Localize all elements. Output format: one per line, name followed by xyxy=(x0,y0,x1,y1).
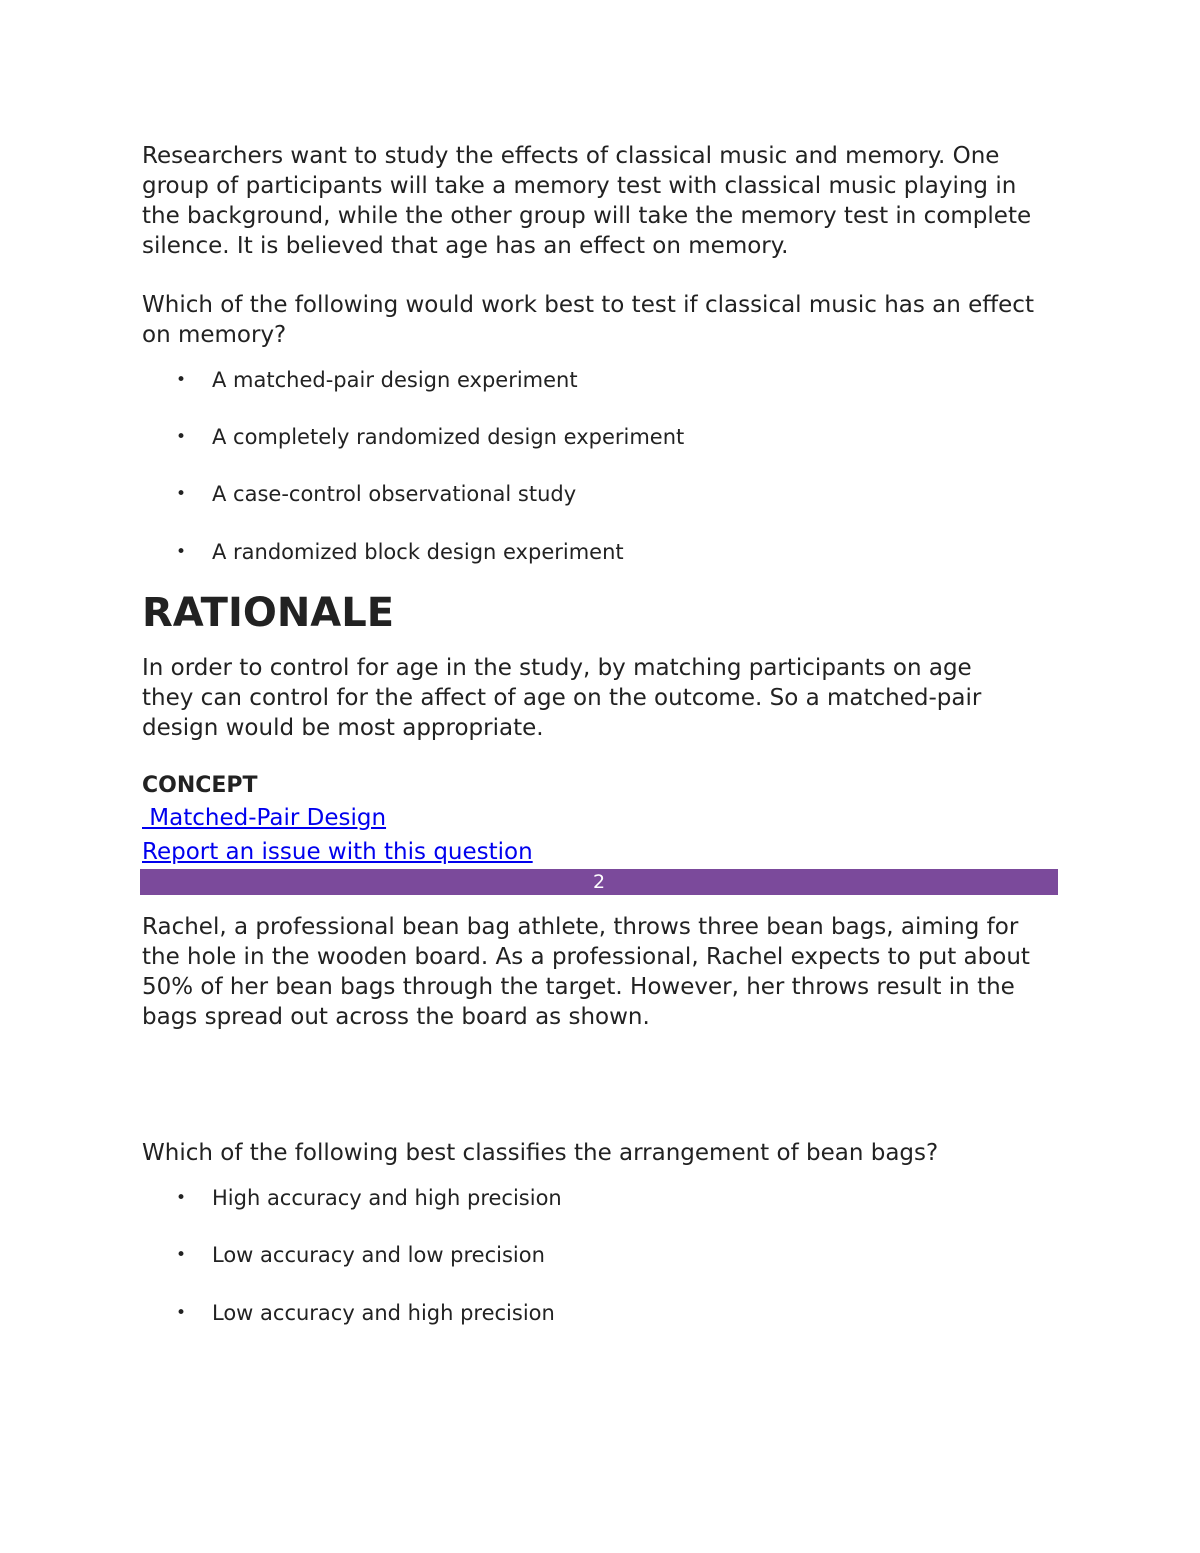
bullet-icon: • xyxy=(176,370,187,390)
question1-intro: Researchers want to study the effects of classical music and memory. One group of participants will take a memory test with classical music playing in the background, while the other group will take the memory test in complete silence. It is believed that age has an effect on memory. xyxy=(142,143,1032,259)
option-item[interactable] xyxy=(142,479,1060,509)
concept-link[interactable]: Matched-Pair Design xyxy=(142,805,387,831)
option-item[interactable] xyxy=(142,1183,1060,1213)
option-label: A case-control observational study xyxy=(212,482,577,506)
option-item[interactable] xyxy=(142,365,1060,395)
option-item[interactable] xyxy=(142,422,1060,452)
rationale-text: In order to control for age in the study, by matching participants on age they can control for the affect of age on the outcome. So a matched-pair design would be most appropriate. xyxy=(142,655,982,741)
report-issue-link[interactable]: Report an issue with this question xyxy=(142,839,533,865)
question1-prompt: Which of the following would work best to test if classical music has an effect on memory? xyxy=(142,292,1034,348)
question2-prompt: Which of the following best classifies the arrangement of bean bags? xyxy=(142,1140,939,1166)
option-label: A completely randomized design experiment xyxy=(212,425,685,449)
bullet-icon: • xyxy=(176,542,187,562)
option-item[interactable] xyxy=(142,1240,1060,1270)
bullet-icon: • xyxy=(176,1188,187,1208)
document-page xyxy=(142,141,1060,1328)
bullet-icon: • xyxy=(176,484,187,504)
option-label: Low accuracy and high precision xyxy=(212,1301,555,1325)
bullet-icon: • xyxy=(176,427,187,447)
option-item[interactable] xyxy=(142,537,1060,567)
option-label: A matched-pair design experiment xyxy=(212,368,578,392)
concept-heading: CONCEPT xyxy=(142,773,258,798)
question2-intro: Rachel, a professional bean bag athlete, throws three bean bags, aiming for the hole in the wooden board. As a professional, Rachel expects to put about 50% of her bean bags through the target. However, her throws result in the bags spread out across the board as shown. xyxy=(142,914,1030,1030)
question-number-bar: 2 xyxy=(140,869,1058,895)
question2-options xyxy=(142,1183,1060,1328)
rationale-heading: RATIONALE xyxy=(142,590,395,636)
option-label: A randomized block design experiment xyxy=(212,540,624,564)
option-item[interactable] xyxy=(142,1298,1060,1328)
option-label: High accuracy and high precision xyxy=(212,1186,562,1210)
question1-options xyxy=(142,365,1060,567)
bullet-icon: • xyxy=(176,1245,187,1265)
option-label: Low accuracy and low precision xyxy=(212,1243,545,1267)
bullet-icon: • xyxy=(176,1303,187,1323)
